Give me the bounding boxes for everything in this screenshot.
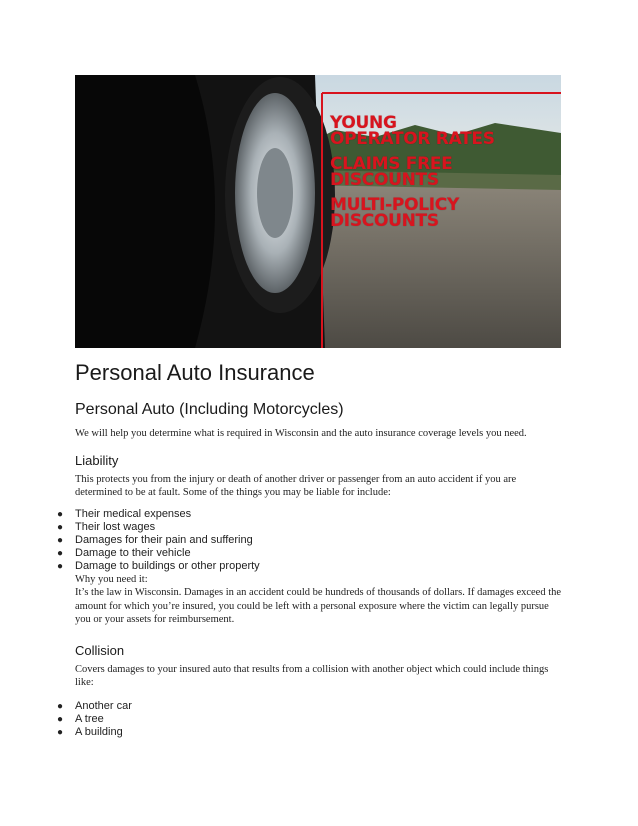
article bbox=[57, 360, 565, 739]
list-item: ● A tree bbox=[57, 712, 104, 725]
list-item: ● Damage to buildings or other property bbox=[57, 559, 260, 572]
liability-list bbox=[57, 507, 565, 573]
list-item: ● Their lost wages bbox=[57, 520, 156, 533]
list-item: ● Another car bbox=[57, 699, 132, 712]
list-item: ● A building bbox=[57, 725, 123, 738]
hero-line: CLAIMS FREE bbox=[330, 154, 453, 174]
section-subtitle: Personal Auto (Including Motorcycles) bbox=[75, 401, 344, 418]
hero-image bbox=[75, 75, 561, 348]
list-item: ● Their medical expenses bbox=[57, 507, 192, 520]
liability-body: This protects you from the injury or death of another driver or passenger from an auto accident if you are determined to be at fault. Some of the things you may be liable for include: bbox=[75, 473, 517, 498]
collision-body: Covers damages to your insured auto that results from a collision with another object which could include things like: bbox=[75, 663, 549, 688]
hero-line: YOUNG bbox=[330, 113, 397, 133]
liability-heading: Liability bbox=[75, 452, 119, 468]
list-item: ● Damages for their pain and suffering bbox=[57, 533, 253, 546]
hero-line: OPERATOR RATES bbox=[330, 129, 495, 149]
hero-line: MULTI-POLICY bbox=[330, 195, 459, 215]
hero-caption bbox=[330, 115, 495, 229]
why-body: It’s the law in Wisconsin. Damages in an accident could be hundreds of thousands of dollars. If damages exceed the amount for which you’re insured, you could be left with a personal exposure where the victim can legally pursue you or your assets for reimbursement. bbox=[75, 587, 562, 625]
intro-text: We will help you determine what is required in Wisconsin and the auto insurance coverage levels you need. bbox=[75, 428, 527, 439]
hero-line: DISCOUNTS bbox=[330, 170, 439, 190]
list-item: ● Damage to their vehicle bbox=[57, 546, 191, 559]
collision-heading: Collision bbox=[75, 642, 125, 658]
why-label: Why you need it: bbox=[75, 573, 148, 585]
page-title: Personal Auto Insurance bbox=[75, 360, 315, 385]
hero-line: DISCOUNTS bbox=[330, 211, 439, 231]
collision-list bbox=[57, 699, 565, 739]
